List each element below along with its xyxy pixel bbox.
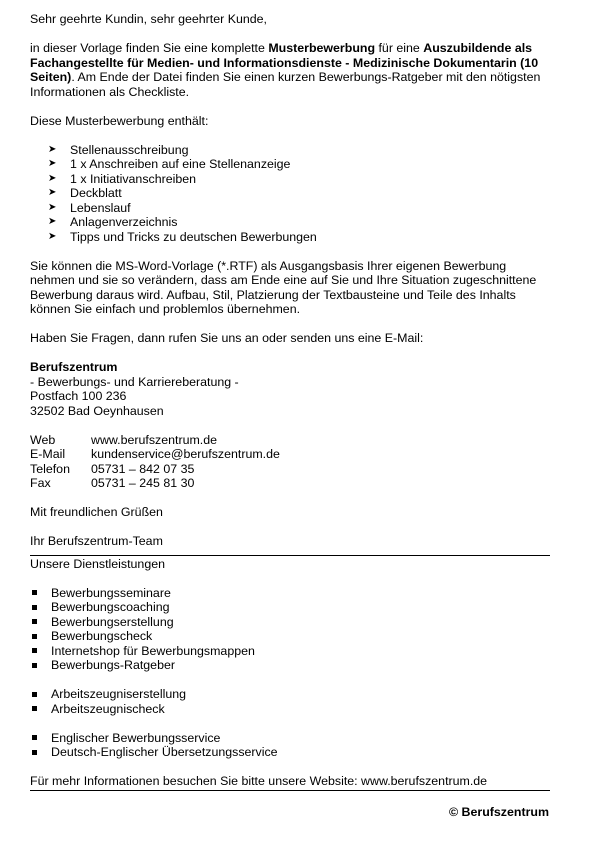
list-item [48, 201, 550, 216]
list-item [48, 215, 550, 230]
list-item-label: Deckblatt [70, 186, 122, 200]
square-bullet-icon [32, 750, 37, 755]
list-item [30, 658, 550, 673]
list-item [30, 687, 550, 702]
service-label: Bewerbungserstellung [51, 614, 174, 629]
square-bullet-icon [32, 605, 37, 610]
usage-paragraph: Sie können die MS-Word-Vorlage (*.RTF) als Ausgangsbasis Ihrer eigenen Bewerbung nehmen und sie so verändern, dass am Ende eine auf Sie und Ihre Situation zugeschnittene Bewerbung daraus wird. Aufbau, Stil, Platzierung der Textbausteine und Teile des Inhalts können Sie einfach und problemlos übernehmen. [30, 258, 537, 316]
list-item [30, 600, 550, 615]
web-link[interactable]: www.berufszentrum.de [91, 432, 218, 447]
company-tagline: - Bewerbungs- und Karriereberatung - [30, 374, 239, 389]
service-label: Deutsch-Englischer Übersetzungsservice [51, 745, 278, 759]
email-link[interactable]: kundenservice@berufszentrum.de [91, 447, 280, 461]
website-note: Für mehr Informationen besuchen Sie bitte unsere Website: www.berufszentrum.de [30, 774, 550, 791]
list-item [30, 586, 550, 601]
service-label: Bewerbungs-Ratgeber [51, 658, 175, 672]
list-item-label: Anlagenverzeichnis [70, 215, 178, 229]
closing: Mit freundlichen Grüßen [30, 505, 163, 519]
fax-value: 05731 – 245 81 30 [91, 476, 195, 490]
company-name: Berufszentrum [30, 360, 118, 374]
list-item-label: 1 x Initiativanschreiben [70, 171, 197, 186]
arrow-bullet-icon: ➤ [48, 216, 57, 227]
list-item [30, 644, 550, 659]
intro-text-1: in dieser Vorlage finden Sie eine komplette [30, 41, 269, 55]
intro-bold-2: Auszubildende als Fachangestellte für Medien- und Informationsdienste - Medizinische Dokumentarin (10 Seiten) [30, 41, 539, 84]
contact-row-fax [30, 476, 550, 491]
service-label: Bewerbungscheck [51, 629, 153, 643]
services-section [30, 555, 550, 791]
salutation: Sehr geehrte Kundin, sehr geehrter Kunde, [30, 12, 267, 26]
service-label: Bewerbungsseminare [51, 585, 171, 600]
arrow-bullet-icon: ➤ [48, 187, 57, 198]
service-label: Bewerbungscoaching [51, 600, 170, 614]
list-item-label: Stellenausschreibung [70, 142, 189, 157]
questions-paragraph: Haben Sie Fragen, dann rufen Sie uns an oder senden uns eine E-Mail: [30, 331, 424, 345]
list-item [48, 172, 550, 187]
contact-row-email [30, 447, 550, 462]
document-page [30, 12, 550, 819]
service-label: Internetshop für Bewerbungsmappen [51, 643, 255, 658]
list-item [48, 157, 550, 172]
contact-row-web [30, 433, 550, 448]
square-bullet-icon [32, 692, 37, 697]
square-bullet-icon [32, 663, 37, 668]
phone-value: 05731 – 842 07 35 [91, 461, 195, 476]
square-bullet-icon [32, 634, 37, 639]
service-label: Arbeitszeugnischeck [51, 701, 165, 716]
contents-list [30, 143, 550, 245]
list-item [48, 186, 550, 201]
intro-text-2: für eine [375, 41, 424, 55]
contents-heading: Diese Musterbewerbung enthält: [30, 113, 209, 128]
company-city: 32502 Bad Oeynhausen [30, 403, 164, 418]
list-item [30, 615, 550, 630]
copyright: © Berufszentrum [448, 804, 549, 819]
list-item [30, 745, 550, 760]
arrow-bullet-icon: ➤ [48, 201, 57, 213]
square-bullet-icon [32, 735, 37, 740]
list-item-label: 1 x Anschreiben auf eine Stellenanzeige [70, 157, 291, 171]
list-item-label: Lebenslauf [70, 200, 131, 215]
signature: Ihr Berufszentrum-Team [30, 534, 163, 548]
services-heading: Unsere Dienstleistungen [30, 556, 165, 571]
list-item [48, 230, 550, 245]
square-bullet-icon [32, 619, 37, 624]
service-label: Englischer Bewerbungsservice [51, 730, 221, 745]
square-bullet-icon [32, 648, 37, 653]
list-item [30, 731, 550, 746]
arrow-bullet-icon: ➤ [48, 158, 57, 169]
contact-label: Fax [30, 476, 51, 490]
square-bullet-icon [32, 590, 37, 595]
list-item [30, 629, 550, 644]
intro-paragraph [30, 41, 550, 99]
arrow-bullet-icon: ➤ [48, 143, 57, 155]
arrow-bullet-icon: ➤ [48, 230, 57, 242]
list-item-label: Tipps und Tricks zu deutschen Bewerbungen [70, 229, 317, 244]
contact-row-phone [30, 462, 550, 477]
service-label: Arbeitszeugniserstellung [51, 687, 186, 701]
arrow-bullet-icon: ➤ [48, 172, 57, 184]
contact-block [30, 433, 550, 491]
list-item [30, 702, 550, 717]
services-list-3 [30, 731, 550, 760]
services-list-2 [30, 687, 550, 716]
company-street: Postfach 100 236 [30, 389, 127, 403]
contact-label: Telefon [30, 461, 70, 476]
intro-text-3: . Am Ende der Datei finden Sie einen kurzen Bewerbungs-Ratgeber mit den nötigsten Informationen als Checkliste. [30, 70, 541, 99]
contact-label: E-Mail [30, 447, 66, 461]
services-list-1 [30, 586, 550, 673]
company-address [30, 360, 550, 418]
list-item [48, 143, 550, 158]
contact-label: Web [30, 432, 56, 447]
square-bullet-icon [32, 706, 37, 711]
intro-bold-1: Musterbewerbung [268, 41, 376, 55]
